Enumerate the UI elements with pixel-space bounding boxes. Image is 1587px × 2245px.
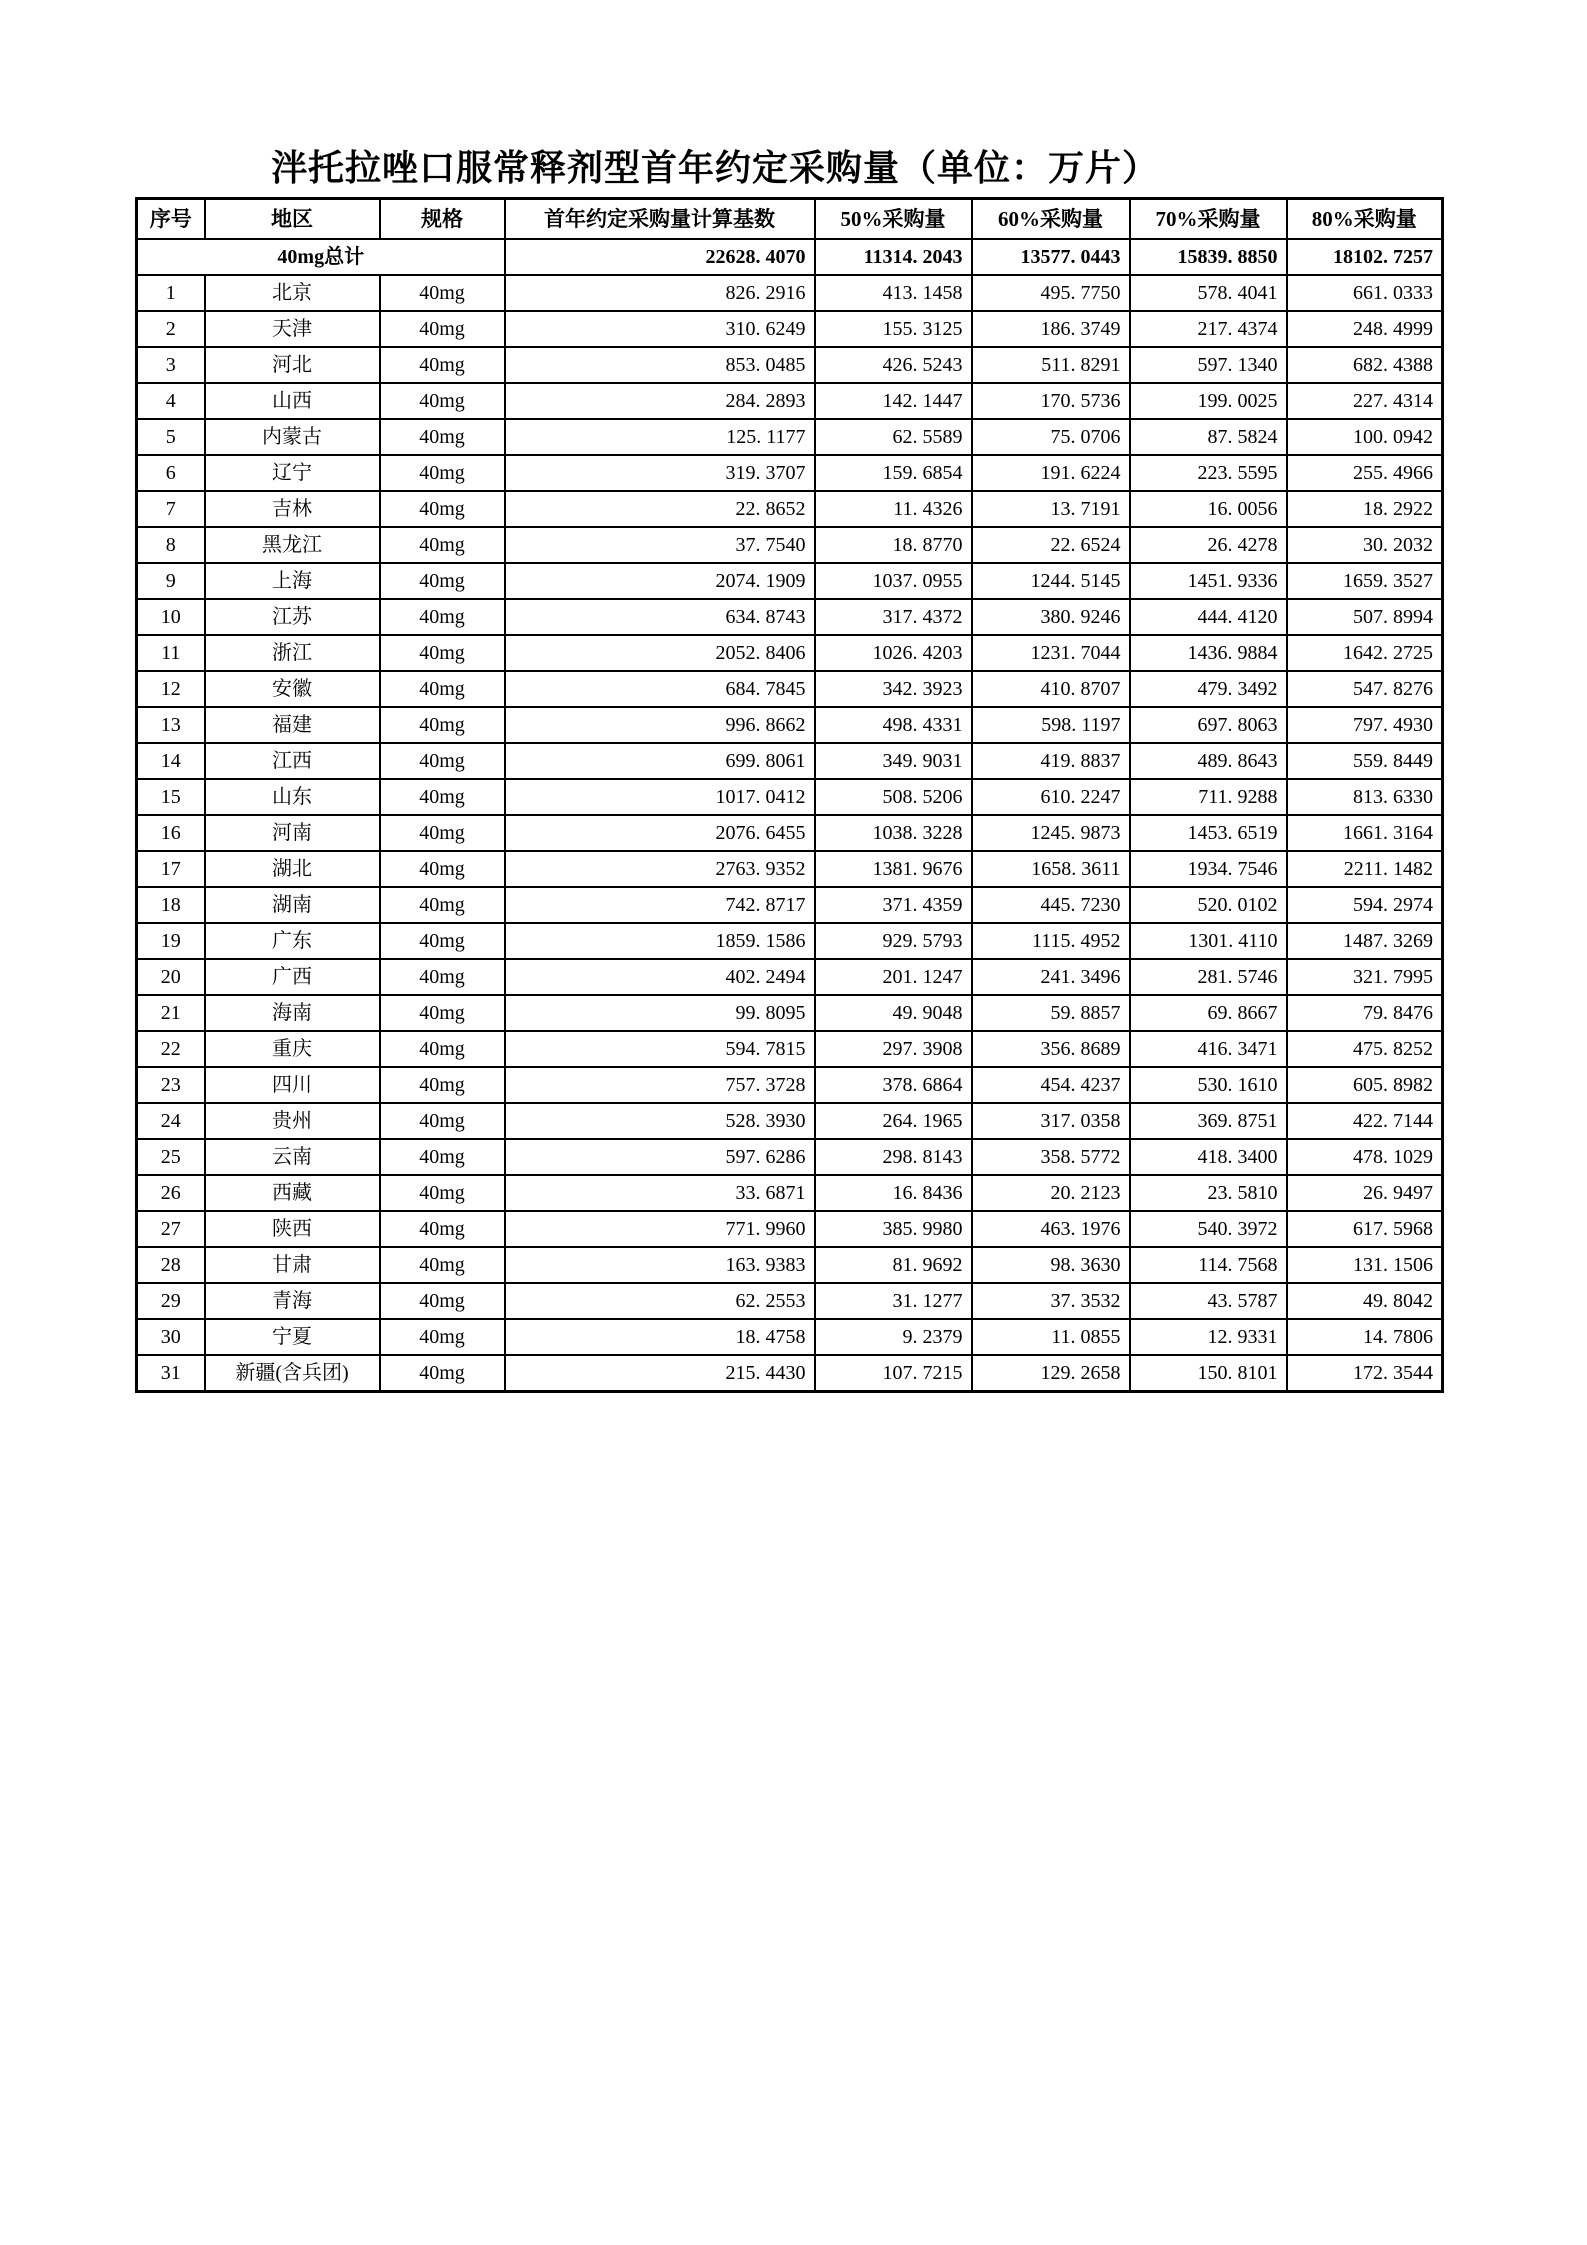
p60-cell: 37. 3532 <box>972 1283 1130 1319</box>
spec-cell: 40mg <box>380 1031 505 1067</box>
spec-cell: 40mg <box>380 851 505 887</box>
region-cell: 江西 <box>205 743 380 779</box>
p80-cell: 79. 8476 <box>1287 995 1443 1031</box>
seq-cell: 21 <box>137 995 205 1031</box>
p50-cell: 426. 5243 <box>815 347 972 383</box>
table-row <box>137 455 1443 491</box>
table-row <box>137 311 1443 347</box>
table-header-row <box>137 199 1443 240</box>
region-cell: 湖南 <box>205 887 380 923</box>
column-header: 60%采购量 <box>972 199 1130 240</box>
table-row <box>137 1247 1443 1283</box>
p80-cell: 30. 2032 <box>1287 527 1443 563</box>
p60-cell: 356. 8689 <box>972 1031 1130 1067</box>
p60-cell: 191. 6224 <box>972 455 1130 491</box>
seq-cell: 16 <box>137 815 205 851</box>
p80-cell: 49. 8042 <box>1287 1283 1443 1319</box>
p50-cell: 11. 4326 <box>815 491 972 527</box>
p50-cell: 929. 5793 <box>815 923 972 959</box>
p50-cell: 1026. 4203 <box>815 635 972 671</box>
spec-cell: 40mg <box>380 1067 505 1103</box>
p60-cell: 1658. 3611 <box>972 851 1130 887</box>
base-quantity-cell: 1017. 0412 <box>505 779 815 815</box>
p70-cell: 711. 9288 <box>1130 779 1287 815</box>
region-cell: 山西 <box>205 383 380 419</box>
p60-cell: 380. 9246 <box>972 599 1130 635</box>
p80-cell: 26. 9497 <box>1287 1175 1443 1211</box>
table-row <box>137 779 1443 815</box>
seq-cell: 4 <box>137 383 205 419</box>
p50-cell: 413. 1458 <box>815 275 972 311</box>
p80-cell: 605. 8982 <box>1287 1067 1443 1103</box>
p50-cell: 297. 3908 <box>815 1031 972 1067</box>
procurement-table <box>135 197 1444 1393</box>
table-row <box>137 671 1443 707</box>
base-quantity-cell: 996. 8662 <box>505 707 815 743</box>
column-header: 规格 <box>380 199 505 240</box>
p60-cell: 419. 8837 <box>972 743 1130 779</box>
seq-cell: 31 <box>137 1355 205 1392</box>
p70-cell: 416. 3471 <box>1130 1031 1287 1067</box>
region-cell: 辽宁 <box>205 455 380 491</box>
seq-cell: 2 <box>137 311 205 347</box>
seq-cell: 13 <box>137 707 205 743</box>
base-quantity-cell: 18. 4758 <box>505 1319 815 1355</box>
p50-cell: 385. 9980 <box>815 1211 972 1247</box>
p50-cell: 107. 7215 <box>815 1355 972 1392</box>
spec-cell: 40mg <box>380 1283 505 1319</box>
spec-cell: 40mg <box>380 1103 505 1139</box>
p70-cell: 1451. 9336 <box>1130 563 1287 599</box>
p70-cell: 12. 9331 <box>1130 1319 1287 1355</box>
region-cell: 西藏 <box>205 1175 380 1211</box>
seq-cell: 8 <box>137 527 205 563</box>
region-cell: 上海 <box>205 563 380 599</box>
region-cell: 云南 <box>205 1139 380 1175</box>
base-quantity-cell: 402. 2494 <box>505 959 815 995</box>
p70-cell: 69. 8667 <box>1130 995 1287 1031</box>
p70-cell: 16. 0056 <box>1130 491 1287 527</box>
p50-cell: 508. 5206 <box>815 779 972 815</box>
p80-cell: 797. 4930 <box>1287 707 1443 743</box>
p50-cell: 31. 1277 <box>815 1283 972 1319</box>
p70-cell: 150. 8101 <box>1130 1355 1287 1392</box>
region-cell: 天津 <box>205 311 380 347</box>
base-quantity-cell: 284. 2893 <box>505 383 815 419</box>
p60-cell: 410. 8707 <box>972 671 1130 707</box>
spec-cell: 40mg <box>380 1175 505 1211</box>
table-row <box>137 1283 1443 1319</box>
table-row <box>137 419 1443 455</box>
p80-cell: 547. 8276 <box>1287 671 1443 707</box>
seq-cell: 17 <box>137 851 205 887</box>
spec-cell: 40mg <box>380 779 505 815</box>
p60-cell: 170. 5736 <box>972 383 1130 419</box>
p70-cell: 418. 3400 <box>1130 1139 1287 1175</box>
p80-cell: 661. 0333 <box>1287 275 1443 311</box>
spec-cell: 40mg <box>380 887 505 923</box>
region-cell: 新疆(含兵团) <box>205 1355 380 1392</box>
spec-cell: 40mg <box>380 1247 505 1283</box>
base-quantity-cell: 215. 4430 <box>505 1355 815 1392</box>
spec-cell: 40mg <box>380 923 505 959</box>
p60-cell: 495. 7750 <box>972 275 1130 311</box>
p70-cell: 369. 8751 <box>1130 1103 1287 1139</box>
p60-cell: 610. 2247 <box>972 779 1130 815</box>
p70-cell: 281. 5746 <box>1130 959 1287 995</box>
seq-cell: 19 <box>137 923 205 959</box>
p60-cell: 1244. 5145 <box>972 563 1130 599</box>
base-quantity-cell: 37. 7540 <box>505 527 815 563</box>
spec-cell: 40mg <box>380 671 505 707</box>
spec-cell: 40mg <box>380 275 505 311</box>
p60-cell: 11. 0855 <box>972 1319 1130 1355</box>
region-cell: 宁夏 <box>205 1319 380 1355</box>
p60-cell: 511. 8291 <box>972 347 1130 383</box>
p80-cell: 321. 7995 <box>1287 959 1443 995</box>
p70-cell: 1934. 7546 <box>1130 851 1287 887</box>
table-row <box>137 1355 1443 1392</box>
table-row <box>137 635 1443 671</box>
p80-cell: 559. 8449 <box>1287 743 1443 779</box>
p70-cell: 87. 5824 <box>1130 419 1287 455</box>
p70-cell: 114. 7568 <box>1130 1247 1287 1283</box>
p50-cell: 81. 9692 <box>815 1247 972 1283</box>
p80-cell: 1487. 3269 <box>1287 923 1443 959</box>
table-row <box>137 887 1443 923</box>
base-quantity-cell: 2052. 8406 <box>505 635 815 671</box>
p80-cell: 1661. 3164 <box>1287 815 1443 851</box>
p50-cell: 1038. 3228 <box>815 815 972 851</box>
table-row <box>137 743 1443 779</box>
p50-cell: 264. 1965 <box>815 1103 972 1139</box>
p70-cell: 479. 3492 <box>1130 671 1287 707</box>
region-cell: 青海 <box>205 1283 380 1319</box>
p70-cell: 597. 1340 <box>1130 347 1287 383</box>
region-cell: 江苏 <box>205 599 380 635</box>
p80-cell: 422. 7144 <box>1287 1103 1443 1139</box>
p80-cell: 1659. 3527 <box>1287 563 1443 599</box>
page-title: 泮托拉唑口服常释剂型首年约定采购量（单位：万片） <box>270 148 1159 188</box>
table-row <box>137 707 1443 743</box>
p70-cell: 1453. 6519 <box>1130 815 1287 851</box>
spec-cell: 40mg <box>380 635 505 671</box>
p70-cell: 26. 4278 <box>1130 527 1287 563</box>
spec-cell: 40mg <box>380 743 505 779</box>
seq-cell: 15 <box>137 779 205 815</box>
p50-cell: 342. 3923 <box>815 671 972 707</box>
table-row <box>137 1031 1443 1067</box>
base-quantity-cell: 2074. 1909 <box>505 563 815 599</box>
spec-cell: 40mg <box>380 419 505 455</box>
column-header: 80%采购量 <box>1287 199 1443 240</box>
base-quantity-cell: 33. 6871 <box>505 1175 815 1211</box>
p70-cell: 520. 0102 <box>1130 887 1287 923</box>
column-header: 70%采购量 <box>1130 199 1287 240</box>
p50-cell: 317. 4372 <box>815 599 972 635</box>
p60-cell: 1115. 4952 <box>972 923 1130 959</box>
region-cell: 贵州 <box>205 1103 380 1139</box>
table-row <box>137 347 1443 383</box>
base-quantity-cell: 826. 2916 <box>505 275 815 311</box>
region-cell: 福建 <box>205 707 380 743</box>
base-quantity-cell: 319. 3707 <box>505 455 815 491</box>
seq-cell: 20 <box>137 959 205 995</box>
seq-cell: 6 <box>137 455 205 491</box>
p60-cell: 358. 5772 <box>972 1139 1130 1175</box>
p80-cell: 172. 3544 <box>1287 1355 1443 1392</box>
region-cell: 海南 <box>205 995 380 1031</box>
p50-cell: 18. 8770 <box>815 527 972 563</box>
seq-cell: 3 <box>137 347 205 383</box>
p60-cell: 445. 7230 <box>972 887 1130 923</box>
region-cell: 广西 <box>205 959 380 995</box>
seq-cell: 18 <box>137 887 205 923</box>
p80-cell: 682. 4388 <box>1287 347 1443 383</box>
table-row <box>137 527 1443 563</box>
table-row <box>137 1175 1443 1211</box>
p50-cell: 142. 1447 <box>815 383 972 419</box>
table-row <box>137 563 1443 599</box>
p70-cell: 23. 5810 <box>1130 1175 1287 1211</box>
base-quantity-cell: 771. 9960 <box>505 1211 815 1247</box>
seq-cell: 10 <box>137 599 205 635</box>
region-cell: 广东 <box>205 923 380 959</box>
table-row <box>137 923 1443 959</box>
p70-cell: 697. 8063 <box>1130 707 1287 743</box>
base-quantity-cell: 310. 6249 <box>505 311 815 347</box>
p80-cell: 100. 0942 <box>1287 419 1443 455</box>
spec-cell: 40mg <box>380 311 505 347</box>
p60-cell: 98. 3630 <box>972 1247 1130 1283</box>
seq-cell: 5 <box>137 419 205 455</box>
p80-cell: 507. 8994 <box>1287 599 1443 635</box>
table-row <box>137 815 1443 851</box>
table-row <box>137 995 1443 1031</box>
region-cell: 吉林 <box>205 491 380 527</box>
p60-cell: 13. 7191 <box>972 491 1130 527</box>
p50-cell: 159. 6854 <box>815 455 972 491</box>
p50-cell: 378. 6864 <box>815 1067 972 1103</box>
p60-cell: 598. 1197 <box>972 707 1130 743</box>
table-row <box>137 491 1443 527</box>
base-quantity-cell: 99. 8095 <box>505 995 815 1031</box>
region-cell: 河北 <box>205 347 380 383</box>
p60-cell: 20. 2123 <box>972 1175 1130 1211</box>
spec-cell: 40mg <box>380 527 505 563</box>
spec-cell: 40mg <box>380 491 505 527</box>
seq-cell: 1 <box>137 275 205 311</box>
spec-cell: 40mg <box>380 959 505 995</box>
p60-cell: 317. 0358 <box>972 1103 1130 1139</box>
p80-cell: 475. 8252 <box>1287 1031 1443 1067</box>
p50-cell: 1037. 0955 <box>815 563 972 599</box>
p70-cell: 223. 5595 <box>1130 455 1287 491</box>
p80-cell: 478. 1029 <box>1287 1139 1443 1175</box>
p70-cell: 1436. 9884 <box>1130 635 1287 671</box>
base-quantity-cell: 597. 6286 <box>505 1139 815 1175</box>
p50-cell: 498. 4331 <box>815 707 972 743</box>
p50-cell: 349. 9031 <box>815 743 972 779</box>
p60-cell: 463. 1976 <box>972 1211 1130 1247</box>
seq-cell: 23 <box>137 1067 205 1103</box>
p80-cell: 248. 4999 <box>1287 311 1443 347</box>
base-quantity-cell: 853. 0485 <box>505 347 815 383</box>
p60-cell: 129. 2658 <box>972 1355 1130 1392</box>
p50-cell: 1381. 9676 <box>815 851 972 887</box>
table-row <box>137 1067 1443 1103</box>
p50-cell: 371. 4359 <box>815 887 972 923</box>
table-row <box>137 959 1443 995</box>
spec-cell: 40mg <box>380 563 505 599</box>
p80-cell: 255. 4966 <box>1287 455 1443 491</box>
region-cell: 重庆 <box>205 1031 380 1067</box>
table-body <box>137 239 1443 1392</box>
column-header: 序号 <box>137 199 205 240</box>
p50-cell: 155. 3125 <box>815 311 972 347</box>
p50-cell: 298. 8143 <box>815 1139 972 1175</box>
spec-cell: 40mg <box>380 455 505 491</box>
total-value-cell: 15839. 8850 <box>1130 239 1287 275</box>
base-quantity-cell: 163. 9383 <box>505 1247 815 1283</box>
spec-cell: 40mg <box>380 815 505 851</box>
p60-cell: 186. 3749 <box>972 311 1130 347</box>
base-quantity-cell: 2763. 9352 <box>505 851 815 887</box>
seq-cell: 29 <box>137 1283 205 1319</box>
p80-cell: 813. 6330 <box>1287 779 1443 815</box>
base-quantity-cell: 125. 1177 <box>505 419 815 455</box>
spec-cell: 40mg <box>380 995 505 1031</box>
base-quantity-cell: 594. 7815 <box>505 1031 815 1067</box>
p60-cell: 1245. 9873 <box>972 815 1130 851</box>
p80-cell: 617. 5968 <box>1287 1211 1443 1247</box>
p60-cell: 22. 6524 <box>972 527 1130 563</box>
base-quantity-cell: 1859. 1586 <box>505 923 815 959</box>
total-value-cell: 18102. 7257 <box>1287 239 1443 275</box>
region-cell: 安徽 <box>205 671 380 707</box>
region-cell: 四川 <box>205 1067 380 1103</box>
p60-cell: 59. 8857 <box>972 995 1130 1031</box>
p80-cell: 14. 7806 <box>1287 1319 1443 1355</box>
region-cell: 陕西 <box>205 1211 380 1247</box>
table-row <box>137 599 1443 635</box>
spec-cell: 40mg <box>380 1211 505 1247</box>
seq-cell: 24 <box>137 1103 205 1139</box>
region-cell: 河南 <box>205 815 380 851</box>
p50-cell: 16. 8436 <box>815 1175 972 1211</box>
spec-cell: 40mg <box>380 347 505 383</box>
p60-cell: 241. 3496 <box>972 959 1130 995</box>
p50-cell: 62. 5589 <box>815 419 972 455</box>
total-label-cell: 40mg总计 <box>137 239 505 275</box>
table-row <box>137 1103 1443 1139</box>
p80-cell: 1642. 2725 <box>1287 635 1443 671</box>
p80-cell: 594. 2974 <box>1287 887 1443 923</box>
region-cell: 山东 <box>205 779 380 815</box>
table-row <box>137 851 1443 887</box>
seq-cell: 14 <box>137 743 205 779</box>
seq-cell: 25 <box>137 1139 205 1175</box>
seq-cell: 7 <box>137 491 205 527</box>
table-row <box>137 383 1443 419</box>
table-row <box>137 1139 1443 1175</box>
seq-cell: 28 <box>137 1247 205 1283</box>
p80-cell: 2211. 1482 <box>1287 851 1443 887</box>
total-row <box>137 239 1443 275</box>
seq-cell: 27 <box>137 1211 205 1247</box>
base-quantity-cell: 634. 8743 <box>505 599 815 635</box>
p70-cell: 530. 1610 <box>1130 1067 1287 1103</box>
spec-cell: 40mg <box>380 1355 505 1392</box>
table-row <box>137 1211 1443 1247</box>
region-cell: 内蒙古 <box>205 419 380 455</box>
seq-cell: 11 <box>137 635 205 671</box>
p50-cell: 9. 2379 <box>815 1319 972 1355</box>
p60-cell: 1231. 7044 <box>972 635 1130 671</box>
p70-cell: 199. 0025 <box>1130 383 1287 419</box>
seq-cell: 30 <box>137 1319 205 1355</box>
base-quantity-cell: 757. 3728 <box>505 1067 815 1103</box>
spec-cell: 40mg <box>380 599 505 635</box>
spec-cell: 40mg <box>380 383 505 419</box>
base-quantity-cell: 62. 2553 <box>505 1283 815 1319</box>
region-cell: 甘肃 <box>205 1247 380 1283</box>
region-cell: 北京 <box>205 275 380 311</box>
seq-cell: 9 <box>137 563 205 599</box>
column-header: 首年约定采购量计算基数 <box>505 199 815 240</box>
total-value-cell: 22628. 4070 <box>505 239 815 275</box>
base-quantity-cell: 2076. 6455 <box>505 815 815 851</box>
total-value-cell: 11314. 2043 <box>815 239 972 275</box>
spec-cell: 40mg <box>380 707 505 743</box>
p60-cell: 454. 4237 <box>972 1067 1130 1103</box>
p60-cell: 75. 0706 <box>972 419 1130 455</box>
base-quantity-cell: 528. 3930 <box>505 1103 815 1139</box>
p70-cell: 578. 4041 <box>1130 275 1287 311</box>
spec-cell: 40mg <box>380 1319 505 1355</box>
spec-cell: 40mg <box>380 1139 505 1175</box>
p80-cell: 227. 4314 <box>1287 383 1443 419</box>
base-quantity-cell: 22. 8652 <box>505 491 815 527</box>
table-row <box>137 1319 1443 1355</box>
p70-cell: 1301. 4110 <box>1130 923 1287 959</box>
region-cell: 浙江 <box>205 635 380 671</box>
base-quantity-cell: 684. 7845 <box>505 671 815 707</box>
p80-cell: 131. 1506 <box>1287 1247 1443 1283</box>
p50-cell: 201. 1247 <box>815 959 972 995</box>
p50-cell: 49. 9048 <box>815 995 972 1031</box>
column-header: 地区 <box>205 199 380 240</box>
p70-cell: 444. 4120 <box>1130 599 1287 635</box>
total-value-cell: 13577. 0443 <box>972 239 1130 275</box>
p70-cell: 540. 3972 <box>1130 1211 1287 1247</box>
table-row <box>137 275 1443 311</box>
seq-cell: 26 <box>137 1175 205 1211</box>
base-quantity-cell: 742. 8717 <box>505 887 815 923</box>
seq-cell: 12 <box>137 671 205 707</box>
base-quantity-cell: 699. 8061 <box>505 743 815 779</box>
seq-cell: 22 <box>137 1031 205 1067</box>
region-cell: 湖北 <box>205 851 380 887</box>
column-header: 50%采购量 <box>815 199 972 240</box>
p70-cell: 43. 5787 <box>1130 1283 1287 1319</box>
region-cell: 黑龙江 <box>205 527 380 563</box>
p70-cell: 217. 4374 <box>1130 311 1287 347</box>
p80-cell: 18. 2922 <box>1287 491 1443 527</box>
p70-cell: 489. 8643 <box>1130 743 1287 779</box>
